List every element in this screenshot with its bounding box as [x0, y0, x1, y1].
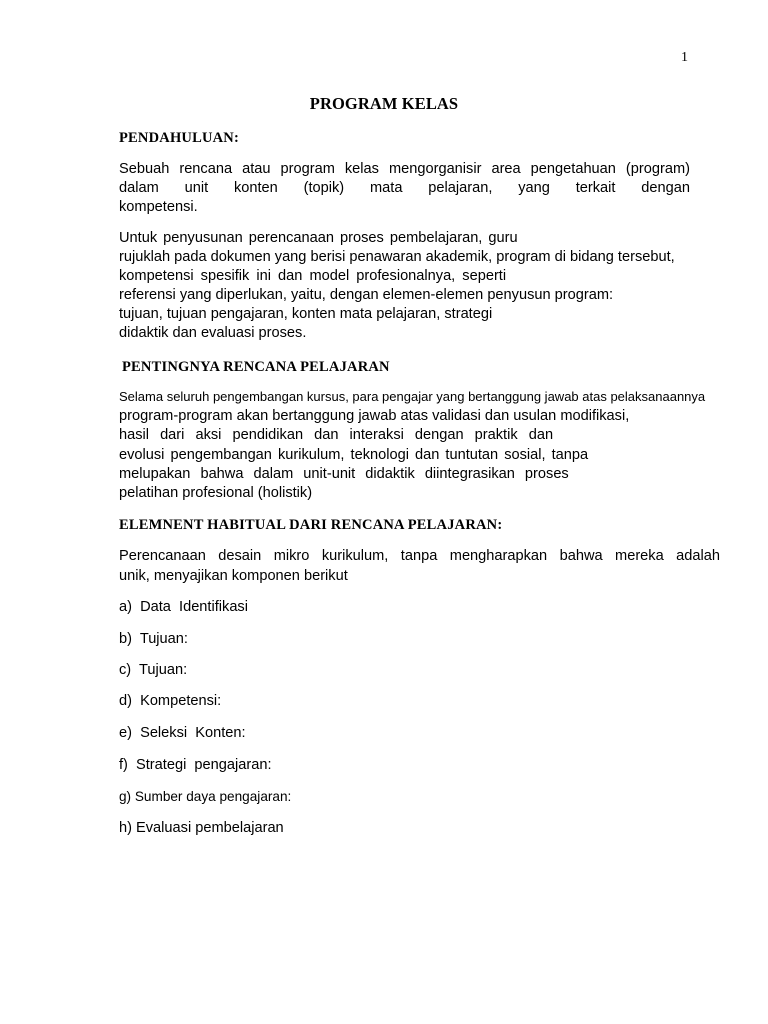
list-item: d) Kompetensi: [119, 693, 222, 709]
paragraph-line: rujuklah pada dokumen yang berisi penawaran akademik, program di bidang tersebut, [119, 249, 675, 265]
paragraph-line: Sebuah rencana atau program kelas mengorganisir area pengetahuan (program) [119, 161, 690, 177]
paragraph-line: unik, menyajikan komponen berikut [119, 568, 348, 584]
paragraph-line: Untuk penyusunan perencanaan proses pembelajaran, guru [119, 230, 518, 246]
list-item: h) Evaluasi pembelajaran [119, 820, 284, 836]
section-heading-pentingnya: PENTINGNYA RENCANA PELAJARAN [122, 359, 390, 375]
paragraph-line: Selama seluruh pengembangan kursus, para pengajar yang bertanggung jawab atas pelaksanaannya [119, 389, 706, 404]
paragraph-line: kompetensi spesifik ini dan model profesionalnya, seperti [119, 268, 507, 284]
section-heading-pendahuluan: PENDAHULUAN: [119, 130, 240, 146]
paragraph-line: kompetensi. [119, 199, 198, 215]
paragraph-line: didaktik dan evaluasi proses. [119, 325, 307, 341]
paragraph-line: hasil dari aksi pendidikan dan interaksi dengan praktik dan [119, 427, 554, 443]
paragraph-line: program-program akan bertanggung jawab atas validasi dan usulan modifikasi, [119, 408, 630, 424]
paragraph-line: melupakan bahwa dalam unit-unit didaktik diintegrasikan proses [119, 466, 569, 482]
list-item: c) Tujuan: [119, 662, 188, 678]
page-number: 1 [681, 50, 688, 65]
document-title: PROGRAM KELAS [309, 94, 459, 113]
paragraph-line: evolusi pengembangan kurikulum, teknologi dan tuntutan sosial, tanpa [119, 447, 589, 463]
paragraph-line: referensi yang diperlukan, yaitu, dengan elemen-elemen penyusun program: [119, 287, 614, 303]
paragraph-line: dalam unit konten (topik) mata pelajaran, yang terkait dengan [119, 180, 690, 196]
list-item: a) Data Identifikasi [119, 599, 248, 615]
paragraph-line: tujuan, tujuan pengajaran, konten mata pelajaran, strategi [119, 306, 493, 322]
list-item: e) Seleksi Konten: [119, 725, 246, 741]
section-heading-elemen: ELEMNENT HABITUAL DARI RENCANA PELAJARAN: [119, 517, 503, 533]
paragraph-line: Perencanaan desain mikro kurikulum, tanpa mengharapkan bahwa mereka adalah [119, 548, 720, 564]
paragraph-line: pelatihan profesional (holistik) [119, 485, 313, 501]
list-item: b) Tujuan: [119, 631, 188, 647]
list-item: g) Sumber daya pengajaran: [119, 789, 292, 804]
list-item: f) Strategi pengajaran: [119, 757, 272, 773]
